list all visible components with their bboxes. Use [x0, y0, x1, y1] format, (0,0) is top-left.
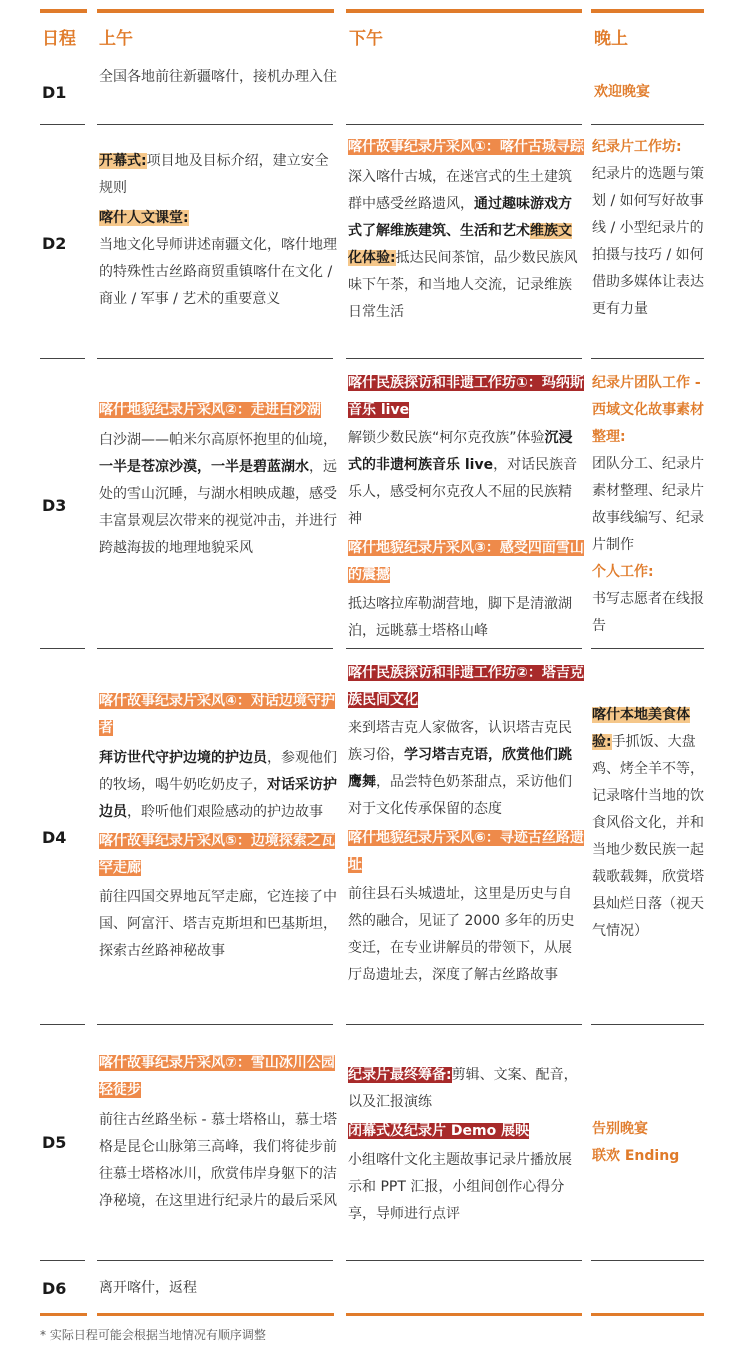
d3-afternoon-bold: 沉浸式的非遗柯族音乐 live: [348, 430, 573, 473]
header-evening: 晚上: [594, 29, 628, 49]
d4-afternoon-title: 喀什民族探访和非遗工作坊②：塔吉克族民间文化: [348, 665, 584, 708]
d3-morning-desc: 白沙湖——帕米尔高原怀抱里的仙境，: [99, 432, 337, 448]
d3-evening-title: 纪录片团队工作 - 西域文化故事素材整理:: [592, 375, 704, 445]
top-bar-evening: [591, 9, 704, 13]
row-separator: [346, 648, 582, 649]
day-label-d1: D1: [42, 83, 67, 102]
d3-afternoon-title2: 喀什地貌纪录片采风③：感受四面雪山的震撼: [348, 540, 584, 583]
d2-morning-cell: [99, 148, 337, 313]
d3-evening-desc: 团队分工、纪录片素材整理、纪录片故事线编写、纪录片制作: [592, 456, 704, 553]
d3-morning-bold: 一半是苍凉沙漠，一半是碧蓝湖水: [99, 459, 309, 475]
top-bar-schedule: [40, 9, 87, 13]
row-separator: [40, 648, 85, 649]
d4-afternoon-cell: [348, 660, 585, 989]
row-separator: [97, 648, 333, 649]
d4-afternoon-bold: 学习塔吉克语，欣赏他们跳鹰舞: [348, 747, 572, 790]
d2-uyghur-title: 维族文化体验:: [348, 223, 572, 266]
top-bar-morning: [97, 9, 334, 13]
header-afternoon: 下午: [349, 29, 383, 49]
d2-class-title: 喀什人文课堂:: [99, 210, 189, 226]
d4-morning-cell: [99, 688, 337, 965]
d4-afternoon-title2: 喀什地貌纪录片采风⑥：寻迹古丝路遗址: [348, 830, 584, 873]
top-bar-afternoon: [346, 9, 582, 13]
d4-afternoon-desc2: ，品尝特色奶茶甜点，采访他们对于文化传承保留的态度: [348, 774, 572, 817]
d2-afternoon-desc: 深入喀什古城，在迷宫式的生土建筑群中感受丝路遗风，: [348, 169, 572, 212]
d5-morning-cell: [99, 1050, 337, 1215]
d3-afternoon-title: 喀什民族探访和非遗工作坊①：玛纳斯音乐 live: [348, 375, 584, 418]
d1-evening-text: 欢迎晚宴: [594, 84, 650, 100]
d5-afternoon-desc2: 小组喀什文化主题故事记录片播放展示和 PPT 汇报，小组间创作心得分享，导师进行点评: [348, 1152, 572, 1222]
d4-evening-cell: [592, 702, 706, 945]
d3-evening-cell: [592, 370, 706, 640]
day-label-d4: D4: [42, 828, 67, 847]
d2-afternoon-cell: [348, 134, 585, 326]
d3-afternoon-desc: 解锁少数民族“柯尔克孜族”体验: [348, 430, 545, 446]
d5-evening-ending: 联欢 Ending: [592, 1148, 680, 1164]
header-morning: 上午: [99, 29, 133, 49]
d3-morning-cell: [99, 397, 337, 562]
d2-opening-desc: 项目地及目标介绍，建立安全规则: [99, 153, 329, 196]
d4-morning-title2: 喀什故事纪录片采风⑤：边境探索之瓦罕走廊: [99, 833, 335, 876]
day-label-d6: D6: [42, 1279, 67, 1298]
row-separator: [97, 358, 333, 359]
d3-afternoon-desc2: ，对话民族音乐人，感受柯尔克孜人不屈的民族精神: [348, 457, 578, 527]
d2-morning-opening: [99, 148, 337, 202]
row-separator: [40, 1260, 85, 1261]
d5-afternoon-title: 纪录片最终筹备:: [348, 1067, 452, 1083]
d2-class-desc: 当地文化导师讲述南疆文化，喀什地理的特殊性古丝路商贸重镇喀什在文化 / 商业 / 军事 / 艺术的重要意义: [99, 237, 337, 307]
d2-afternoon-bold: 通过趣味游戏方式了解维族建筑、生活和艺术: [348, 196, 572, 239]
row-separator: [40, 1024, 85, 1025]
d4-evening-title: 喀什本地美食体验:: [592, 707, 690, 750]
row-separator: [591, 1260, 704, 1261]
day-label-d2: D2: [42, 234, 67, 253]
d2-evening-title: 纪录片工作坊:: [592, 139, 682, 155]
row-separator: [40, 358, 85, 359]
day-label-d5: D5: [42, 1133, 67, 1152]
row-separator: [346, 1260, 582, 1261]
row-separator: [97, 1024, 333, 1025]
d5-evening-cell: [592, 1116, 706, 1170]
d3-evening-title2: 个人工作:: [592, 564, 654, 580]
d3-afternoon-cell: [348, 370, 585, 645]
d5-afternoon-desc: 剪辑、文案、配音，以及汇报演练: [348, 1067, 578, 1110]
row-separator: [591, 648, 704, 649]
d1-morning-text: 全国各地前往新疆喀什，接机办理入住: [99, 69, 337, 85]
d5-afternoon-cell: [348, 1062, 585, 1228]
d2-evening-desc: 纪录片的选题与策划 / 如何写好故事线 / 小型纪录片的拍摄与技巧 / 如何借助多媒体让表达更有力量: [592, 166, 704, 317]
footnote: * 实际日程可能会根据当地情况有顺序调整: [40, 1328, 266, 1342]
row-separator: [346, 1024, 582, 1025]
day-label-d3: D3: [42, 496, 67, 515]
row-separator: [97, 124, 333, 125]
d4-morning-bold2: 对话采访护边员: [99, 777, 337, 820]
row-separator: [591, 124, 704, 125]
d5-afternoon-title2: 闭幕式及纪录片 Demo 展映: [348, 1123, 530, 1139]
d4-morning-title: 喀什故事纪录片采风④：对话边境守护者: [99, 693, 335, 736]
d3-morning-title: 喀什地貌纪录片采风②：走进白沙湖: [99, 402, 321, 418]
bottom-bar-evening: [591, 1313, 704, 1316]
d2-uyghur-desc: 抵达民间茶馆，品少数民族风味下午茶，和当地人交流，记录维族日常生活: [348, 250, 578, 320]
d4-morning-desc2: ，聆听他们艰险感动的护边故事: [127, 804, 323, 820]
d4-morning-bold: 拜访世代守护边境的护边员: [99, 750, 267, 766]
d2-opening-title: 开幕式:: [99, 153, 147, 169]
d5-morning-desc: 前往古丝路坐标 - 慕士塔格山，慕士塔格是昆仑山脉第三高峰，我们将徒步前往慕士塔格冰川，欣赏伟岸身躯下的洁净秘境，在这里进行纪录片的最后采风: [99, 1112, 337, 1209]
d4-morning-desc3: 前往四国交界地瓦罕走廊，它连接了中国、阿富汗、塔吉克斯坦和巴基斯坦，探索古丝路神秘故事: [99, 889, 337, 959]
row-separator: [591, 1024, 704, 1025]
d3-afternoon-desc3: 抵达喀拉库勒湖营地，脚下是清澈湖泊，远眺慕士塔格山峰: [348, 596, 572, 639]
row-separator: [591, 358, 704, 359]
d4-morning-desc: ，参观他们的牧场，喝牛奶吃奶皮子，: [99, 750, 337, 793]
d2-afternoon-title: 喀什故事纪录片采风①：喀什古城寻踪: [348, 139, 584, 155]
row-separator: [40, 124, 85, 125]
header-schedule: 日程: [42, 29, 76, 49]
d3-evening-desc2: 书写志愿者在线报告: [592, 591, 704, 634]
d4-afternoon-desc3: 前往县石头城遗址，这里是历史与自然的融合，见证了 2000 多年的历史变迁，在专业讲解员的带领下，从展厅岛遗址去，深度了解古丝路故事: [348, 886, 575, 983]
d4-evening-desc: 手抓饭、大盘鸡、烤全羊不等，记录喀什当地的饮食风俗文化，并和当地少数民族一起载歌载舞，欣赏塔县灿烂日落（视天气情况）: [592, 734, 704, 939]
row-separator: [346, 124, 582, 125]
d5-evening-farewell: 告别晚宴: [592, 1121, 648, 1137]
d4-afternoon-desc: 来到塔吉克人家做客，认识塔吉克民族习俗，: [348, 720, 572, 763]
d6-morning-text: 离开喀什，返程: [99, 1280, 197, 1296]
d5-morning-title: 喀什故事纪录片采风⑦：雪山冰川公园轻徒步: [99, 1055, 335, 1098]
bottom-bar-schedule: [40, 1313, 87, 1316]
bottom-bar-morning: [97, 1313, 334, 1316]
bottom-bar-afternoon: [346, 1313, 582, 1316]
row-separator: [346, 358, 582, 359]
d2-evening-cell: [592, 134, 706, 323]
row-separator: [97, 1260, 333, 1261]
d3-morning-desc2: ，远处的雪山沉睡，与湖水相映成趣，感受丰富景观层次带来的视觉冲击，并进行跨越海拔的地理地貌采风: [99, 459, 337, 556]
d2-morning-class: [99, 205, 337, 232]
